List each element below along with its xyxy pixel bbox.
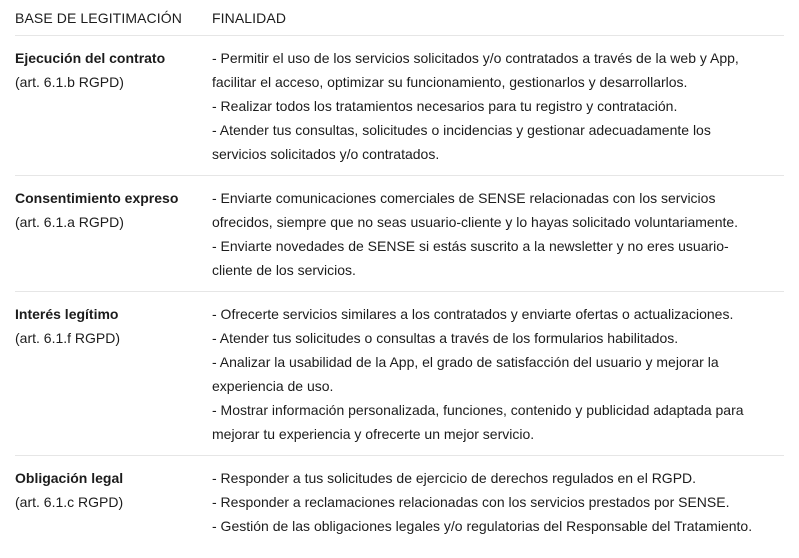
basis-title: Ejecución del contrato [15, 50, 166, 66]
purpose-line: experiencia de uso. [212, 378, 334, 394]
table-row [15, 456, 784, 547]
purpose-cell [212, 302, 784, 446]
purpose-line: - Responder a tus solicitudes de ejercicio de derechos regulados en el RGPD. [212, 470, 697, 486]
table-row [15, 36, 784, 176]
basis-cell [15, 302, 212, 446]
purpose-line: - Enviarte novedades de SENSE si estás suscrito a la newsletter y no eres usuario- [212, 238, 729, 254]
basis-cell [15, 186, 212, 282]
basis-title: Consentimiento expreso [15, 190, 179, 206]
purpose-cell [212, 46, 784, 166]
purpose-line: servicios solicitados y/o contratados. [212, 146, 440, 162]
purpose-cell [212, 186, 784, 282]
basis-title: Obligación legal [15, 470, 124, 486]
purpose-line: - Gestión de las obligaciones legales y/o regulatorias del Responsable del Tratamiento. [212, 518, 753, 534]
purpose-line: - Atender tus solicitudes o consultas a través de los formularios habilitados. [212, 330, 679, 346]
table-row [15, 176, 784, 292]
basis-article: (art. 6.1.f RGPD) [15, 330, 121, 346]
basis-cell [15, 46, 212, 166]
purpose-line: - Realizar todos los tratamientos necesarios para tu registro y contratación. [212, 98, 678, 114]
purpose-line: ofrecidos, siempre que no seas usuario-cliente y lo hayas solicitado voluntariamente. [212, 214, 739, 230]
basis-article: (art. 6.1.b RGPD) [15, 74, 124, 90]
table-row [15, 292, 784, 456]
basis-article: (art. 6.1.c RGPD) [15, 494, 124, 510]
purpose-line: - Responder a reclamaciones relacionadas con los servicios prestados por SENSE. [212, 494, 730, 510]
purpose-line: - Analizar la usabilidad de la App, el grado de satisfacción del usuario y mejorar la [212, 354, 719, 370]
header-basis: BASE DE LEGITIMACIÓN [15, 10, 182, 26]
header-purpose: FINALIDAD [212, 10, 287, 26]
purpose-cell [212, 466, 784, 538]
purpose-line: cliente de los servicios. [212, 262, 356, 278]
basis-cell [15, 466, 212, 538]
purpose-line: - Permitir el uso de los servicios solicitados y/o contratados a través de la web y App, [212, 50, 739, 66]
purpose-line: - Ofrecerte servicios similares a los contratados y enviarte ofertas o actualizaciones. [212, 306, 734, 322]
basis-article: (art. 6.1.a RGPD) [15, 214, 124, 230]
table-header-row [15, 0, 784, 36]
purpose-line: mejorar tu experiencia y ofrecerte un mejor servicio. [212, 426, 535, 442]
purpose-line: - Enviarte comunicaciones comerciales de SENSE relacionadas con los servicios [212, 190, 716, 206]
purpose-line: facilitar el acceso, optimizar su funcionamiento, gestionarlos y desarrollarlos. [212, 74, 688, 90]
purpose-line: - Atender tus consultas, solicitudes o incidencias y gestionar adecuadamente los [212, 122, 711, 138]
purpose-line: - Mostrar información personalizada, funciones, contenido y publicidad adaptada para [212, 402, 744, 418]
basis-title: Interés legítimo [15, 306, 119, 322]
